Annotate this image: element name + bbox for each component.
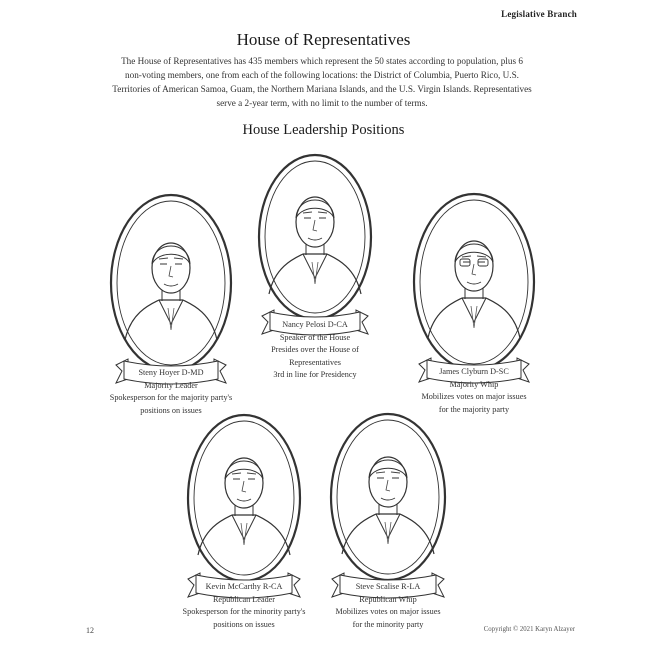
leader-name: Kevin McCarthy R-CA [205,582,283,591]
leader-name: Steve Scalise R-LA [355,582,421,591]
portrait-mccarthy [188,415,300,598]
leader-role: Majority Whip [449,379,499,389]
leader-role: Republican Leader [212,594,276,604]
leader-duty: for the majority party [438,404,510,414]
leader-duty: Spokesperson for the minority party's [182,607,306,616]
copyright-notice: Copyright © 2021 Karyn Alzayer [483,626,575,633]
portrait-scalise [331,414,445,598]
leader-duty: for the minority party [352,619,424,629]
leader-name: Steny Hoyer D-MD [138,368,204,377]
leader-duty: Mobilizes votes on major issues [335,607,441,616]
leader-card-scalise [318,581,458,631]
leader-name: James Clyburn D-SC [439,367,509,376]
leader-duty: Spokesperson for the majority party's [109,393,233,402]
portrait-clyburn [414,194,534,383]
leader-role: Speaker of the House [279,332,351,342]
leader-card-clyburn [404,366,544,416]
leader-duty: Representatives [289,357,341,367]
leader-card-pelosi [245,319,385,382]
leader-duty: Presides over the House of [271,345,359,354]
portrait-pelosi [259,155,371,335]
section-header: Legislative Branch [501,9,577,19]
leader-role: Majority Leader [144,380,198,390]
leader-card-hoyer [101,367,241,417]
leader-role: Republican Whip [359,594,417,604]
leader-duty: positions on issues [140,405,202,415]
page-number: 12 [86,626,94,635]
leader-duty: Mobilizes votes on major issues [421,392,527,401]
section-subtitle: House Leadership Positions [242,122,405,138]
portrait-hoyer [111,195,231,384]
page-title: House of Representatives [236,30,411,49]
leader-card-mccarthy [174,581,314,631]
leader-name: Nancy Pelosi D-CA [282,320,348,329]
intro-paragraph: The House of Representatives has 435 members which represent the 50 states according to population, plus 6 non-voting members, one from each of the following locations: the District of Columbia, Puerto Rico, U.S. Territories of American Samoa, Guam, the Northern Mariana Islands, and the U.S. Virgin Islands. Representatives serve a 2-year term, with no limit to the number of terms. [112,56,532,108]
leader-duty: 3rd in line for Presidency [273,370,357,379]
leader-duty: positions on issues [213,619,275,629]
